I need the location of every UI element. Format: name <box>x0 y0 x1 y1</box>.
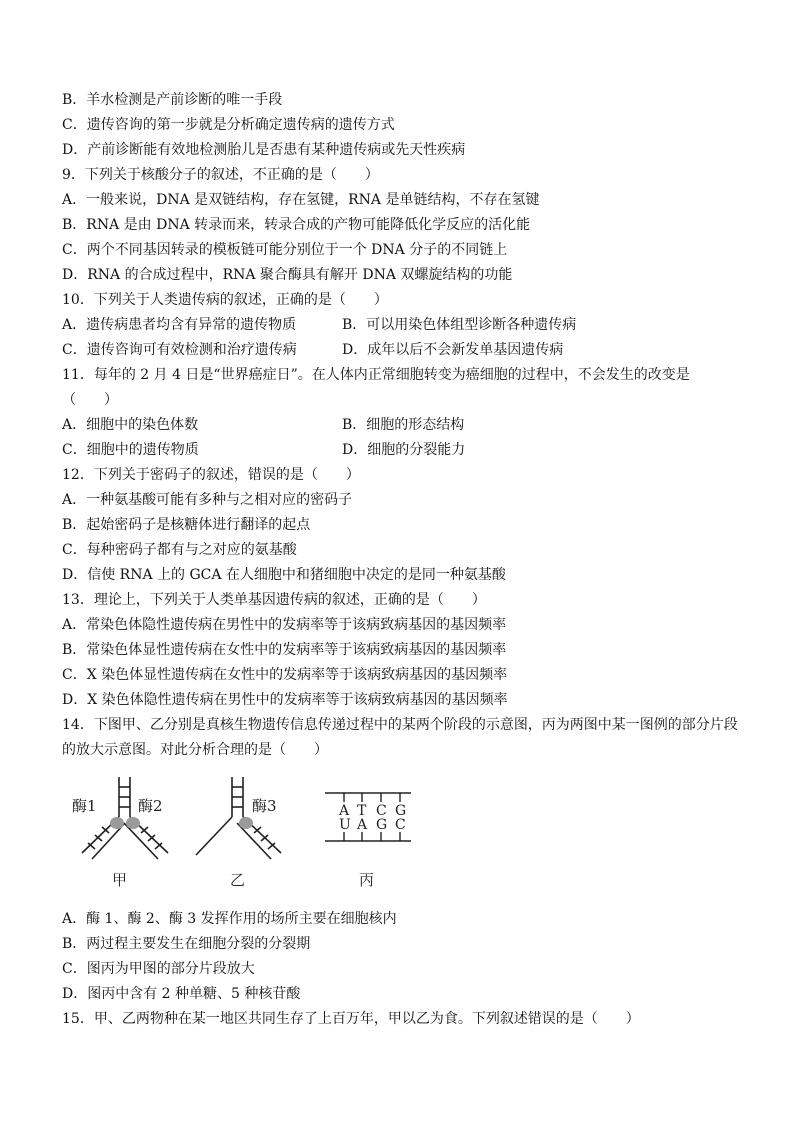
enzyme1-shape <box>110 817 124 829</box>
q13-option-a: A．常染色体隐性遗传病在男性中的发病率等于该病致病基因的基因频率 <box>62 617 507 633</box>
q14-stem-line2: 的放大示意图。对此分析合理的是（ ） <box>62 742 328 758</box>
enzyme2-label: 酶2 <box>138 797 163 815</box>
base-bottom-4: C <box>395 817 406 833</box>
q14-stem-line1: 14．下图甲、乙分别是真核生物遗传信息传递过程中的某两个阶段的示意图，丙为两图中某一图例的部分片段 <box>62 717 738 733</box>
yi-single-strand <box>196 817 232 855</box>
q13-option-d: D．X 染色体隐性遗传病在男性中的发病率等于该病致病基因的基因频率 <box>62 692 508 708</box>
q10-option-d: D．成年以后不会新发单基因遗传病 <box>342 342 564 358</box>
q15-stem: 15．甲、乙两物种在某一地区共同生存了上百万年，甲以乙为食。下列叙述错误的是（ ） <box>62 1011 640 1027</box>
q11-option-d: D．细胞的分裂能力 <box>342 442 466 458</box>
q9-stem: 9．下列关于核酸分子的叙述，不正确的是（ ） <box>62 167 379 183</box>
q12-option-d: D．信使 RNA 上的 GCA 在人细胞中和猪细胞中决定的是同一种氨基酸 <box>62 567 506 583</box>
q9-option-c: C．两个不同基因转录的模板链可能分别位于一个 DNA 分子的不同链上 <box>62 242 508 258</box>
q14-figure <box>72 773 412 891</box>
q9-option-d: D．RNA 的合成过程中，RNA 聚合酶具有解开 DNA 双螺旋结构的功能 <box>62 267 513 283</box>
enzyme3-shape <box>239 817 253 829</box>
q8-option-b: B．羊水检测是产前诊断的唯一手段 <box>62 92 283 108</box>
bing-label: 丙 <box>359 871 375 889</box>
q10-option-c: C．遗传咨询可有效检测和治疗遗传病 <box>62 342 297 358</box>
base-bottom-3: G <box>376 817 388 833</box>
q14-figure-svg <box>72 773 412 891</box>
q13-option-b: B．常染色体显性遗传病在女性中的发病率等于该病致病基因的基因频率 <box>62 642 507 658</box>
q9-option-b: B．RNA 是由 DNA 转录而来，转录合成的产物可能降低化学反应的活化能 <box>62 217 531 233</box>
base-top-2: T <box>357 803 367 819</box>
figure-yi <box>196 777 281 859</box>
q11-option-a: A．细胞中的染色体数 <box>62 417 199 433</box>
q14-option-d: D．图丙中含有 2 种单糖、5 种核苷酸 <box>62 986 301 1002</box>
base-top-3: C <box>376 803 387 819</box>
q13-option-c: C．X 染色体显性遗传病在女性中的发病率等于该病致病基因的基因频率 <box>62 667 508 683</box>
q12-option-a: A．一种氨基酸可能有多种与之相对应的密码子 <box>62 492 353 508</box>
q11-option-c: C．细胞中的遗传物质 <box>62 442 199 458</box>
q12-stem: 12．下列关于密码子的叙述，错误的是（ ） <box>62 467 360 483</box>
q11-stem: 11．每年的 2 月 4 日是“世界癌症日”。在人体内正常细胞转变为癌细胞的过程中，不会发生的改变是 <box>62 367 690 383</box>
q10-stem: 10．下列关于人类遗传病的叙述，正确的是（ ） <box>62 292 388 308</box>
q8-option-c: C．遗传咨询的第一步就是分析确定遗传病的遗传方式 <box>62 117 395 133</box>
enzyme2-shape <box>126 817 140 829</box>
q14-option-b: B．两过程主要发生在细胞分裂的分裂期 <box>62 936 311 952</box>
figure-jia <box>82 777 168 859</box>
enzyme1-label: 酶1 <box>72 797 97 815</box>
base-top-1: A <box>339 803 350 819</box>
q14-option-c: C．图丙为甲图的部分片段放大 <box>62 961 255 977</box>
yi-label: 乙 <box>230 871 246 889</box>
enzyme3-label: 酶3 <box>252 797 277 815</box>
base-bottom-1: U <box>339 817 351 833</box>
q8-option-d: D．产前诊断能有效地检测胎儿是否患有某种遗传病或先天性疾病 <box>62 142 466 158</box>
q11-option-b: B．细胞的形态结构 <box>342 417 465 433</box>
base-bottom-2: A <box>357 817 368 833</box>
q9-option-a: A．一般来说，DNA 是双链结构，存在氢键，RNA 是单链结构，不存在氢键 <box>62 192 540 208</box>
base-top-4: G <box>395 803 407 819</box>
q13-stem: 13．理论上，下列关于人类单基因遗传病的叙述，正确的是（ ） <box>62 592 486 608</box>
q12-option-b: B．起始密码子是核糖体进行翻译的起点 <box>62 517 311 533</box>
q12-option-c: C．每种密码子都有与之对应的氨基酸 <box>62 542 297 558</box>
q11-blank: （ ） <box>62 392 118 408</box>
q10-option-a: A．遗传病患者均含有异常的遗传物质 <box>62 317 297 333</box>
q14-option-a: A．酶 1、酶 2、酶 3 发挥作用的场所主要在细胞核内 <box>62 911 397 927</box>
jia-label: 甲 <box>112 871 128 889</box>
q10-option-b: B．可以用染色体组型诊断各种遗传病 <box>342 317 577 333</box>
